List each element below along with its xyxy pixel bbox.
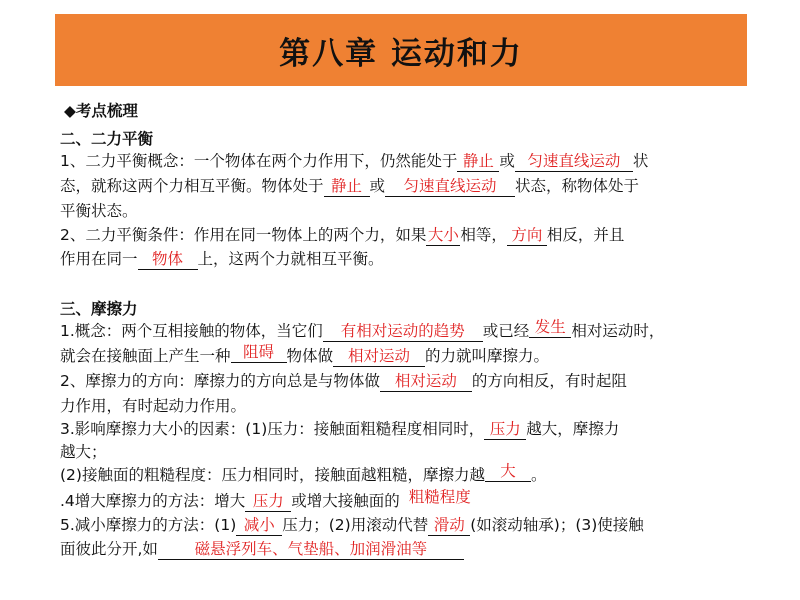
text-fragment: 状 <box>632 152 649 170</box>
text-line <box>60 490 480 512</box>
text-fragment: 就会在接触面上产生一种 <box>60 347 231 365</box>
text-fragment: 1.概念：两个互相接触的物体，当它们 <box>60 322 323 340</box>
text-fragment: 2、摩擦力的方向：摩擦力的方向总是与物体做 <box>60 372 380 390</box>
section-kaodian: ◆考点梳理 <box>64 102 138 120</box>
text-fragment: 压力；(2)用滚动代替 <box>282 516 429 534</box>
text-fragment: 上，这两个力就相互平衡。 <box>197 250 384 268</box>
text-line <box>60 150 648 172</box>
answer-blank: 发生 <box>529 317 571 338</box>
text-fragment: 的力就叫摩擦力。 <box>425 347 550 365</box>
text-line <box>60 248 384 270</box>
answer-blank: 磁悬浮列车、气垫船、加润滑油等 <box>158 539 464 560</box>
text-line: 越大； <box>60 443 107 461</box>
answer-blank: 方向 <box>507 225 547 246</box>
text-line: 平衡状态。 <box>60 202 138 220</box>
answer-blank: 阻碍 <box>231 342 287 363</box>
text-line <box>60 320 664 342</box>
text-line <box>60 514 644 536</box>
text-fragment: 1、二力平衡概念：一个物体在两个力作用下，仍然能处于 <box>60 152 458 170</box>
answer-blank: 压力 <box>484 419 526 440</box>
text-fragment: 或已经 <box>482 322 530 340</box>
answer-blank: 滑动 <box>428 515 470 536</box>
text-line <box>60 175 639 197</box>
section-heading-equilibrium: 二、二力平衡 <box>60 130 154 148</box>
text-line <box>60 224 624 246</box>
text-fragment: (2)接触面的粗糙程度：压力相同时，接触面越粗糙，摩擦力越 <box>60 466 485 484</box>
text-fragment: 3.影响摩擦力大小的因素：(1)压力：接触面粗糙程度相同时， <box>60 420 485 438</box>
answer-blank: 大 <box>485 461 531 482</box>
answer-blank: 匀速直线运动 <box>515 151 633 172</box>
text-fragment: 作用在同一 <box>60 250 138 268</box>
text-fragment: 态，就称这两个力相互平衡。物体处于 <box>60 177 324 195</box>
text-line <box>60 464 546 486</box>
text-fragment: .4增大摩擦力的方法：增大 <box>60 492 246 510</box>
page-title: 第八章 运动和力 <box>279 35 523 72</box>
answer-blank: 压力 <box>245 491 291 512</box>
answer-blank: 减小 <box>236 515 282 536</box>
answer-blank: 相对运动 <box>380 371 472 392</box>
answer-blank: 静止 <box>457 151 499 172</box>
text-fragment: 相反，并且 <box>546 226 625 244</box>
text-line <box>60 418 619 440</box>
text-fragment: 5.减小摩擦力的方法：(1) <box>60 516 237 534</box>
text-fragment: 的方向相反，有时起阻 <box>471 372 627 390</box>
text-fragment: 。 <box>530 466 547 484</box>
answer-blank: 静止 <box>324 176 370 197</box>
text-fragment: 面彼此分开,如 <box>60 540 158 558</box>
text-fragment: 或增大接触面的 <box>291 492 400 510</box>
text-fragment: 越大，摩擦力 <box>526 420 620 438</box>
answer-blank: 粗糙程度 <box>408 488 471 506</box>
text-fragment: 或 <box>499 152 515 170</box>
text-line: 力作用，有时起动力作用。 <box>60 397 247 415</box>
text-line <box>60 345 549 367</box>
text-fragment: (如滚动轴承)；(3)使接触 <box>470 516 644 534</box>
section-heading-friction: 三、摩擦力 <box>60 300 138 318</box>
text-fragment: 相对运动时， <box>571 322 665 340</box>
text-line <box>60 370 627 392</box>
text-fragment: 2、二力平衡条件：作用在同一物体上的两个力，如果 <box>60 226 427 244</box>
answer-blank: 匀速直线运动 <box>385 176 515 197</box>
text-line <box>60 538 464 560</box>
answer-blank: 相对运动 <box>333 346 425 367</box>
answer-blank: 有相对运动的趋势 <box>323 321 483 342</box>
title-banner <box>55 14 747 86</box>
answer-blank: 大小 <box>427 226 459 244</box>
text-fragment: 或 <box>369 177 386 195</box>
text-fragment: 状态，称物体处于 <box>515 177 640 195</box>
answer-blank: 物体 <box>138 249 198 270</box>
text-fragment: 相等， <box>460 226 507 244</box>
text-fragment: 物体做 <box>286 347 334 365</box>
